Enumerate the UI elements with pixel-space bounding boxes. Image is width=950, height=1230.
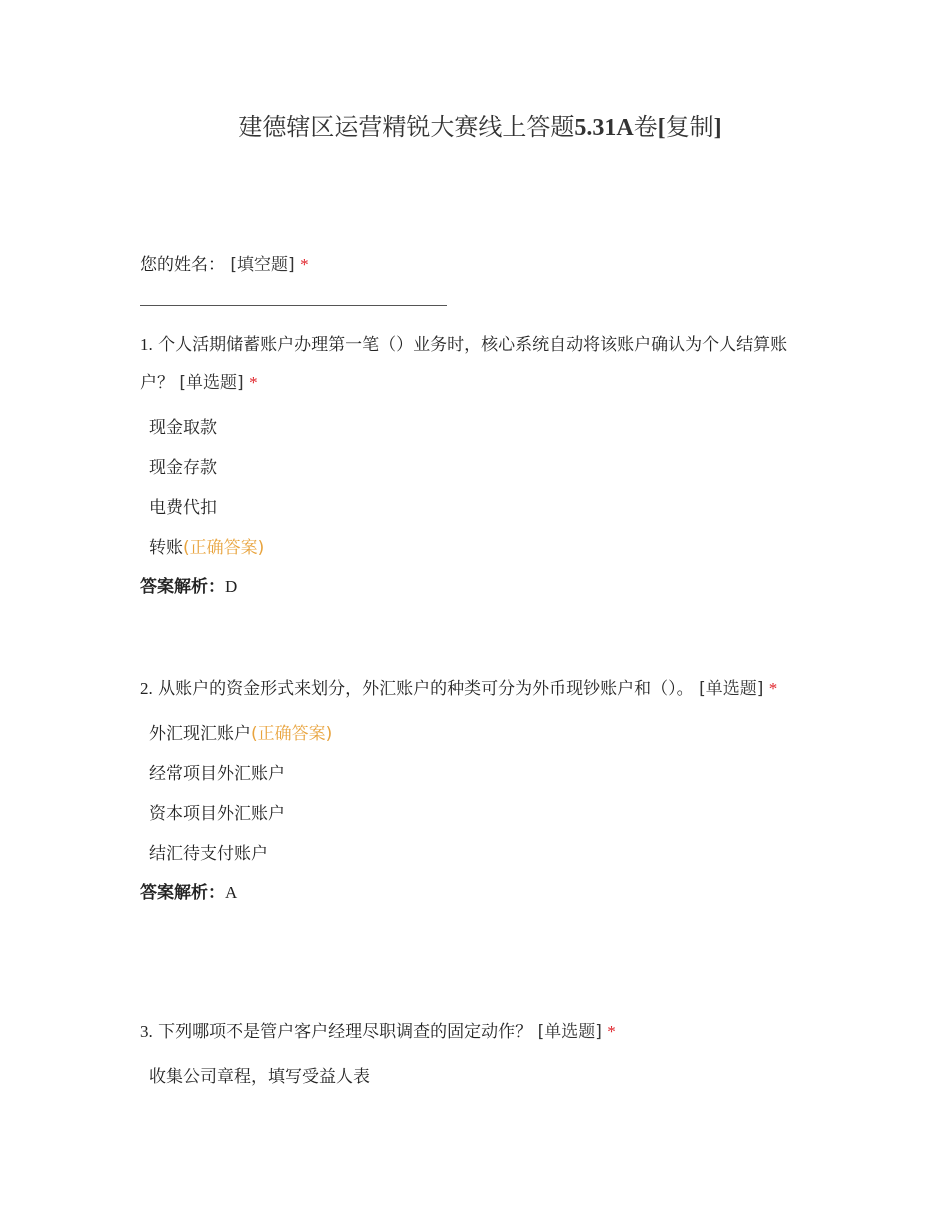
option[interactable]: [140, 408, 820, 448]
page-title: [140, 110, 820, 145]
correct-answer-tag: (正确答案): [183, 538, 265, 558]
title-suffix: 卷: [633, 113, 658, 141]
options-list: [140, 1057, 820, 1097]
question-number: 1.: [140, 335, 153, 354]
option-label: 经常项目外汇账户: [149, 764, 285, 784]
option-label: 结汇待支付账户: [149, 844, 268, 864]
option-correct[interactable]: [140, 528, 820, 568]
option-label: 现金取款: [149, 418, 217, 438]
title-bracket-open: [: [657, 115, 666, 141]
question-type: [单选题]: [699, 679, 764, 699]
question-text: 个人活期储蓄账户办理第一笔（）业务时，核心系统自动将该账户确认为个人结算账户？: [140, 335, 788, 393]
question-type: [单选题]: [537, 1022, 602, 1042]
option-label: 外汇现汇账户: [149, 724, 251, 744]
question-2: [140, 670, 820, 912]
option[interactable]: [140, 1057, 820, 1097]
title-bracket-close: ]: [713, 115, 722, 141]
question-3: [140, 1013, 820, 1097]
name-question: [140, 246, 309, 284]
analysis-label: 答案解析：: [140, 577, 225, 597]
required-mark: *: [300, 255, 309, 274]
option[interactable]: [140, 834, 820, 874]
question-1: [140, 326, 820, 606]
question-number: 2.: [140, 679, 153, 698]
option[interactable]: [140, 794, 820, 834]
question-stem: [140, 326, 820, 402]
required-mark: *: [249, 373, 258, 392]
question-type: [单选题]: [179, 373, 244, 393]
question-text: 下列哪项不是管户客户经理尽职调查的固定动作？: [158, 1022, 533, 1042]
option-correct[interactable]: [140, 714, 820, 754]
options-list: [140, 714, 820, 874]
option-label: 现金存款: [149, 458, 217, 478]
title-prefix: 建德辖区运营精锐大赛线上答题: [238, 113, 575, 141]
analysis-label: 答案解析：: [140, 883, 225, 903]
option[interactable]: [140, 488, 820, 528]
title-code: 5.31A: [574, 115, 634, 141]
analysis-value: D: [225, 577, 238, 596]
name-input-line[interactable]: [140, 305, 447, 306]
option[interactable]: [140, 448, 820, 488]
question-number: 3.: [140, 1022, 153, 1041]
answer-analysis: [140, 874, 820, 912]
option[interactable]: [140, 754, 820, 794]
required-mark: *: [768, 679, 778, 698]
analysis-value: A: [225, 883, 238, 902]
required-mark: *: [607, 1022, 616, 1041]
name-question-type: [填空题]: [230, 255, 295, 275]
question-stem: [140, 670, 820, 708]
answer-analysis: [140, 568, 820, 606]
option-label: 收集公司章程，填写受益人表: [149, 1067, 370, 1087]
option-label: 电费代扣: [149, 498, 217, 518]
correct-answer-tag: (正确答案): [251, 724, 333, 744]
question-text: 从账户的资金形式来划分，外汇账户的种类可分为外币现钞账户和（）。: [158, 679, 694, 699]
title-bracket: 复制: [665, 113, 714, 141]
question-stem: [140, 1013, 820, 1051]
option-label: 转账: [149, 538, 183, 558]
options-list: [140, 408, 820, 568]
name-label: 您的姓名：: [140, 255, 225, 275]
option-label: 资本项目外汇账户: [149, 804, 285, 824]
